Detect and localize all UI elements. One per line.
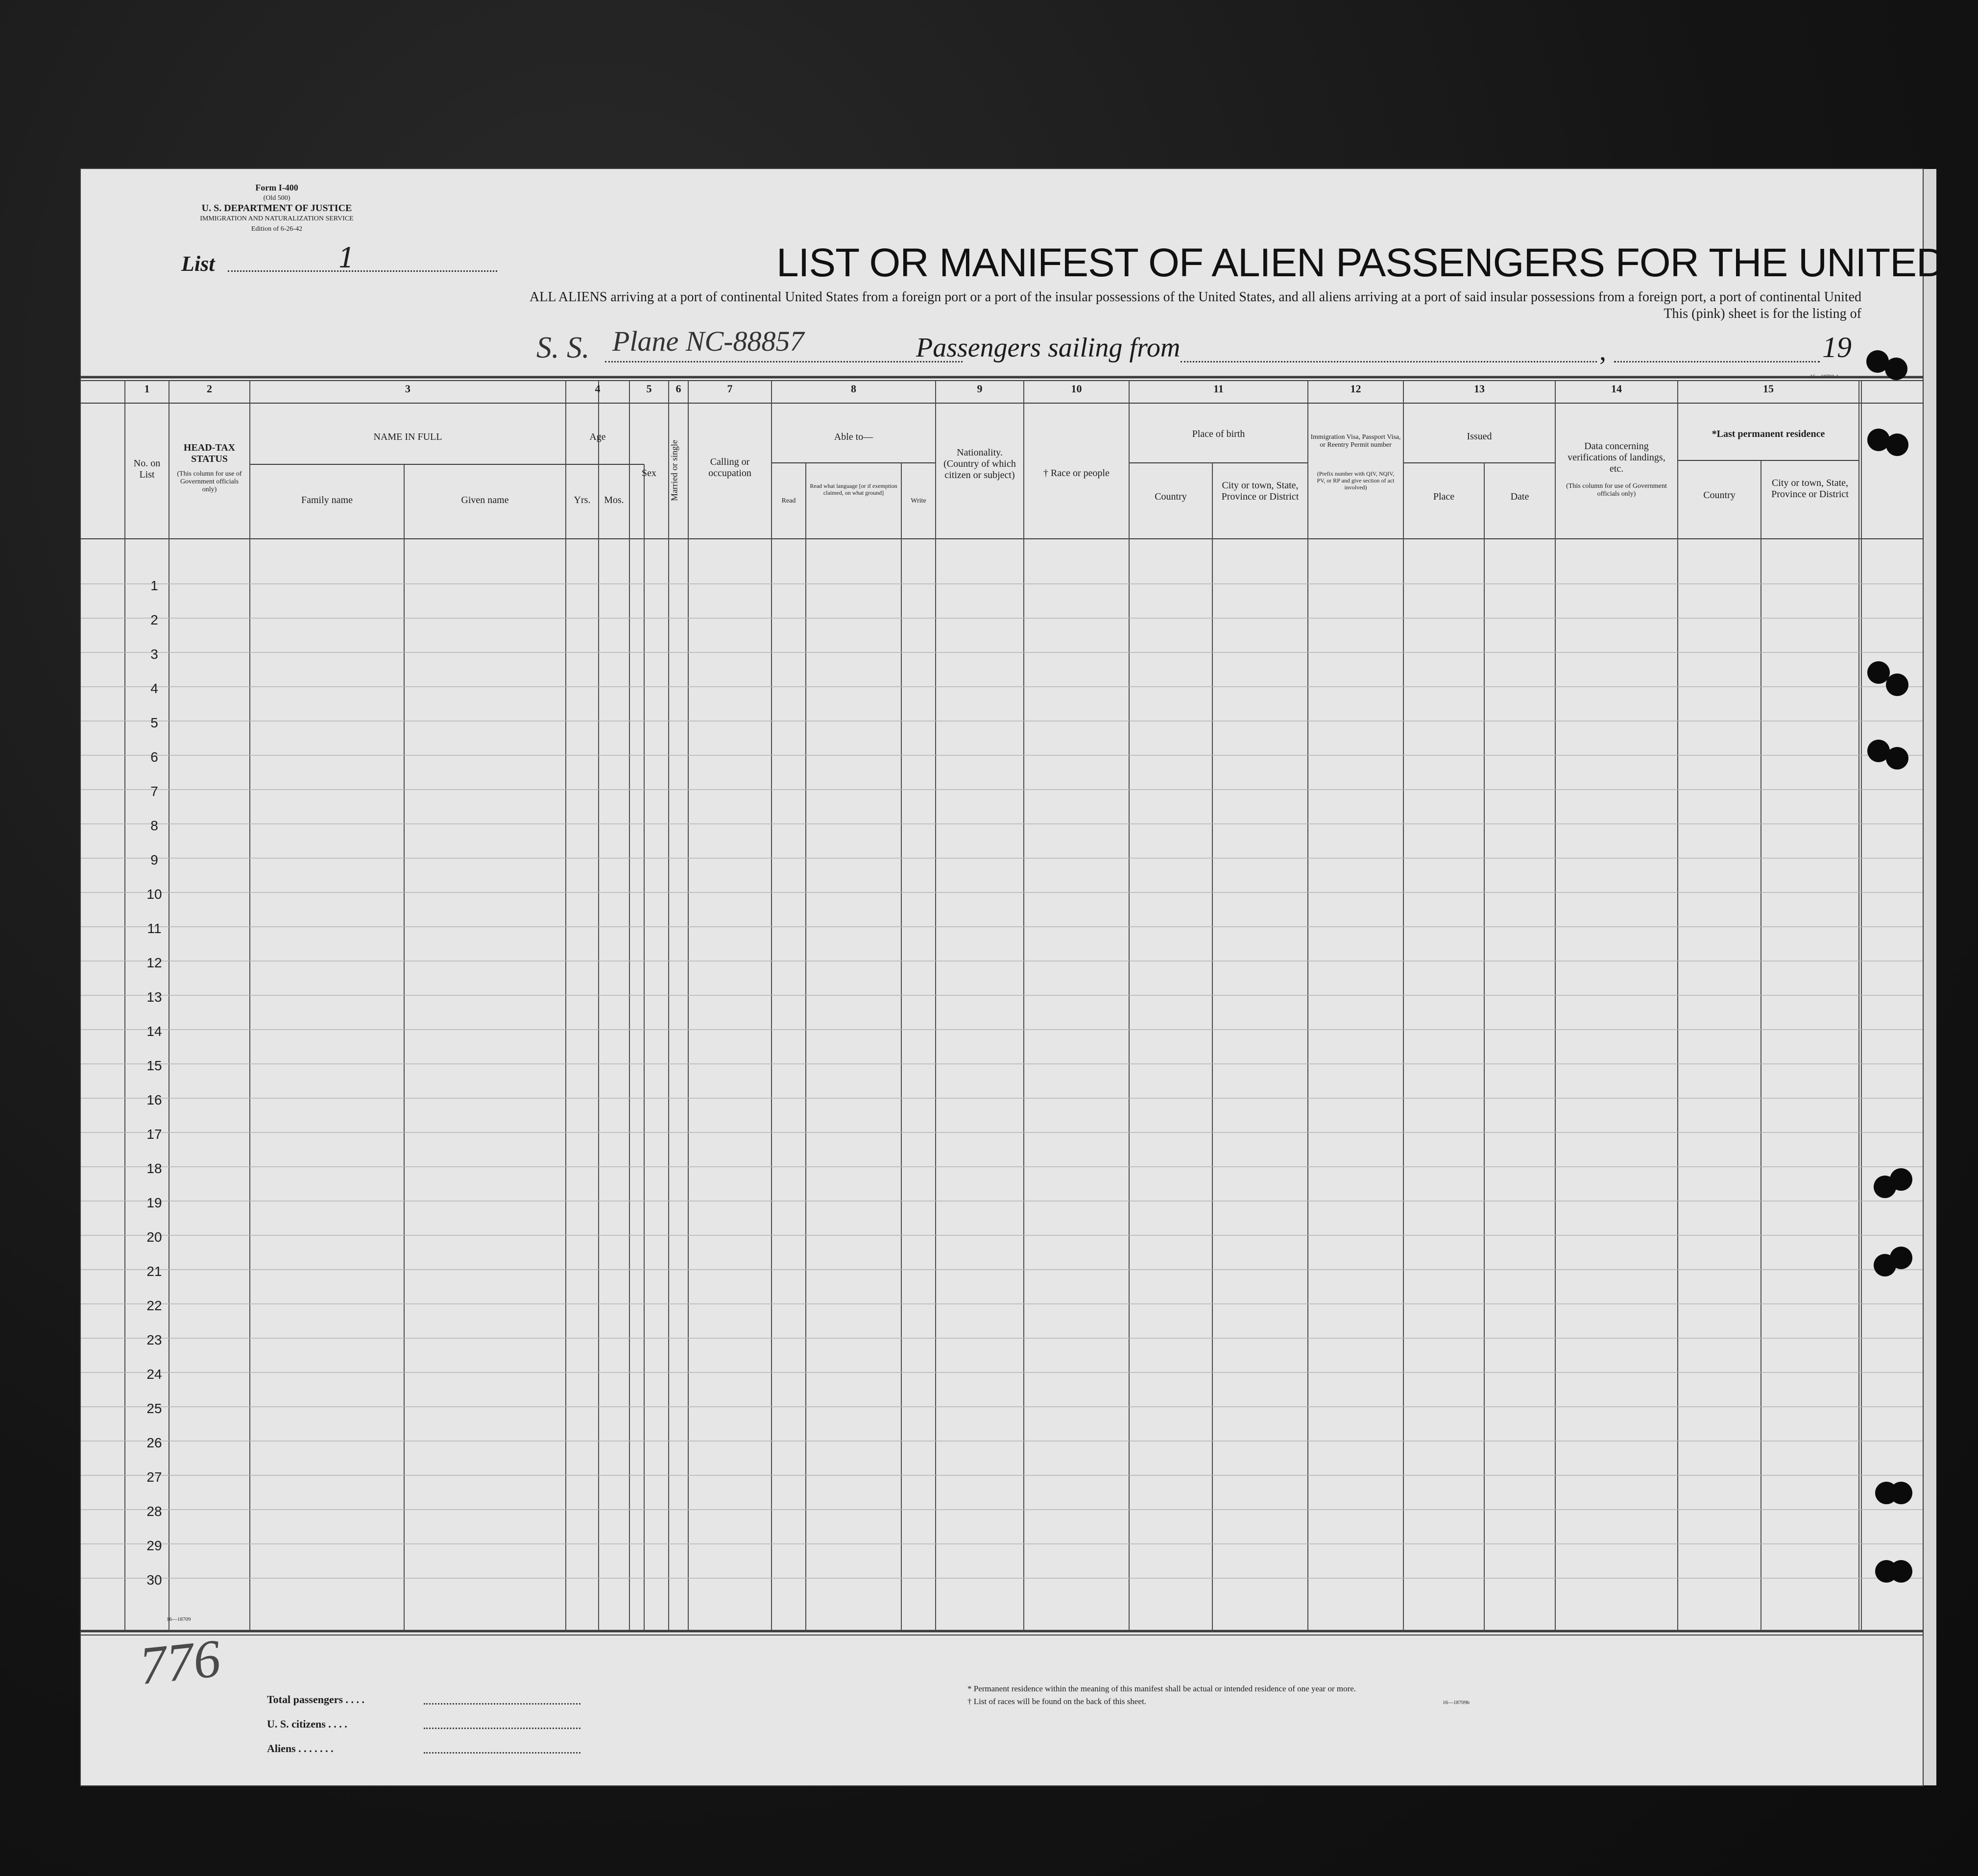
col-num-5: 5: [646, 383, 652, 395]
row-number: 9: [150, 852, 158, 867]
manifest-sheet: [81, 169, 1945, 1785]
punch-hole: [1890, 1247, 1912, 1269]
intro-line-2: This (pink) sheet is for the listing of: [1664, 306, 1861, 321]
punch-hole: [1886, 433, 1908, 456]
col-num-1: 1: [144, 383, 150, 395]
punch-hole: [1886, 747, 1908, 770]
row-number: 30: [146, 1572, 162, 1587]
hdr-head-tax-note: (This column for use of Government officials only): [177, 470, 242, 493]
row-number: 12: [146, 955, 162, 970]
hdr-issued: Issued: [1467, 431, 1492, 442]
form-number: Form I-400: [255, 183, 298, 192]
row-number: 2: [150, 612, 158, 627]
row-number: 27: [146, 1469, 162, 1485]
list-label: List: [181, 252, 215, 276]
row-number: 18: [146, 1161, 162, 1176]
row-number: 17: [146, 1127, 162, 1142]
row-number: 24: [146, 1367, 162, 1382]
hdr-country-2: Country: [1703, 490, 1736, 501]
row-number: 7: [150, 784, 158, 799]
hdr-read-what: Read what language [or if exemption claimed, on what ground]: [810, 482, 897, 496]
ss-line: [605, 361, 963, 362]
hdr-place: Place: [1433, 491, 1455, 502]
aliens-label: Aliens . . . . . . .: [267, 1742, 334, 1755]
total-passengers-label: Total passengers . . . .: [267, 1693, 365, 1706]
hdr-calling: Calling or occupation: [708, 457, 751, 479]
hdr-last-residence: *Last permanent residence: [1712, 429, 1825, 439]
hdr-age: Age: [589, 432, 606, 442]
row-number: 21: [146, 1264, 162, 1279]
col-num-10: 10: [1071, 383, 1082, 395]
hdr-sex: Sex: [642, 468, 656, 479]
edition: Edition of 6-26-42: [251, 225, 303, 233]
department: U. S. DEPARTMENT OF JUSTICE: [201, 203, 352, 214]
hdr-data-note: (This column for use of Government officials only): [1566, 482, 1667, 498]
punch-hole: [1885, 358, 1907, 380]
date-line: [1614, 361, 1820, 362]
hdr-yrs: Yrs.: [574, 495, 591, 505]
aliens-line: [424, 1752, 580, 1754]
footnote-1: * Permanent residence within the meaning of this manifest shall be actual or intended residence of one year or more.: [967, 1684, 1356, 1693]
list-value: 1: [338, 242, 356, 274]
service: IMMIGRATION AND NATURALIZATION SERVICE: [200, 215, 354, 222]
hdr-name-in-full: NAME IN FULL: [373, 432, 442, 442]
row-number: 16: [146, 1092, 162, 1107]
hdr-family-name: Family name: [301, 495, 353, 505]
row-number: 10: [146, 887, 162, 902]
form-header: [159, 183, 394, 234]
punch-hole: [1890, 1168, 1912, 1191]
col-num-15: 15: [1763, 383, 1774, 395]
row-number: 1: [150, 578, 158, 593]
col-num-4: 4: [595, 383, 601, 395]
hdr-race: † Race or people: [1043, 468, 1110, 479]
list-line: [228, 270, 497, 272]
year-prefix: 19: [1822, 331, 1852, 363]
handwritten-number: 776: [137, 1628, 223, 1696]
row-number: 15: [146, 1058, 162, 1073]
sheet-edge: [1923, 169, 1936, 1785]
hdr-head-tax: HEAD-TAX STATUS: [183, 442, 236, 464]
col-num-11: 11: [1213, 383, 1224, 395]
intro-line-1: ALL ALIENS arriving at a port of continental United States from a foreign port or a port of the insular possessions of the United States, and all aliens arriving at a port of said insular possessions from a foreign port, a port of continental United: [530, 289, 1861, 305]
table-grid: [81, 169, 1923, 1785]
row-number: 14: [146, 1024, 162, 1039]
intro-text: [333, 289, 1861, 322]
hdr-nationality: Nationality. (Country of which citizen or subject): [943, 447, 1016, 481]
hdr-mos: Mos.: [604, 495, 624, 505]
col-num-9: 9: [977, 383, 983, 395]
ss-value: Plane NC-88857: [612, 325, 804, 357]
col-num-3: 3: [405, 383, 410, 395]
total-passengers-line: [424, 1703, 580, 1705]
row-number: 5: [150, 715, 158, 730]
row-number: 23: [146, 1332, 162, 1347]
hdr-city-res: City or town, State, Province or District: [1771, 478, 1849, 500]
table-code: 16—18709: [167, 1616, 191, 1622]
col-num-12: 12: [1350, 383, 1361, 395]
row-number: 26: [146, 1435, 162, 1450]
row-number: 6: [150, 749, 158, 765]
hdr-city-birth: City or town, State, Province or District: [1221, 480, 1299, 502]
sailing-from-line: [1181, 361, 1597, 362]
hdr-visa-note: (Prefix number with QIV, NQIV, PV, or RP and give section of act involved): [1317, 470, 1395, 491]
us-citizens-label: U. S. citizens . . . .: [267, 1718, 347, 1730]
row-number: 4: [150, 681, 158, 696]
row-number: 25: [146, 1401, 162, 1416]
hdr-read: Read: [781, 497, 796, 505]
punch-hole: [1890, 1560, 1912, 1583]
hdr-married: Married or single: [669, 440, 679, 501]
ss-label: S. S.: [536, 331, 590, 364]
row-number: 8: [150, 818, 158, 833]
row-number: 13: [146, 989, 162, 1005]
row-number: 11: [147, 921, 162, 936]
row-number: 22: [146, 1298, 162, 1313]
col-num-6: 6: [675, 383, 681, 395]
hdr-write: Write: [911, 497, 926, 505]
col-num-14: 14: [1611, 383, 1622, 395]
old-number: (Old 500): [263, 194, 290, 202]
hdr-date: Date: [1510, 491, 1529, 502]
footnote-code: 16—18709b: [1443, 1700, 1470, 1706]
footnote-2: † List of races will be found on the back of this sheet.: [967, 1697, 1146, 1706]
col-num-8: 8: [851, 383, 856, 395]
punch-hole: [1886, 673, 1908, 696]
punch-hole: [1890, 1482, 1912, 1504]
hdr-visa: Immigration Visa, Passport Visa, or Reentry Permit number: [1310, 433, 1401, 449]
row-number: 29: [146, 1538, 162, 1553]
hdr-no-on-list: No. on List: [133, 458, 161, 480]
hdr-given-name: Given name: [461, 495, 509, 505]
col-num-7: 7: [727, 383, 733, 395]
row-number: 19: [146, 1195, 162, 1210]
us-citizens-line: [424, 1728, 580, 1729]
hdr-place-of-birth: Place of birth: [1192, 429, 1245, 439]
hdr-country: Country: [1155, 491, 1187, 502]
page-title: LIST OR MANIFEST OF ALIEN PASSENGERS FOR THE UNITED: [776, 241, 1945, 285]
col-num-2: 2: [207, 383, 212, 395]
col-num-13: 13: [1474, 383, 1485, 395]
print-code: 16—18700-1: [1810, 374, 1839, 380]
row-number: 3: [150, 647, 158, 662]
row-number: 28: [146, 1504, 162, 1519]
row-number: 20: [146, 1229, 162, 1245]
hdr-able-to: Able to—: [834, 432, 873, 442]
comma: ,: [1599, 336, 1606, 366]
hdr-data-concerning: Data concerning verifications of landings, etc.: [1568, 441, 1665, 474]
sailing-from-label: Passengers sailing from: [916, 333, 1181, 363]
